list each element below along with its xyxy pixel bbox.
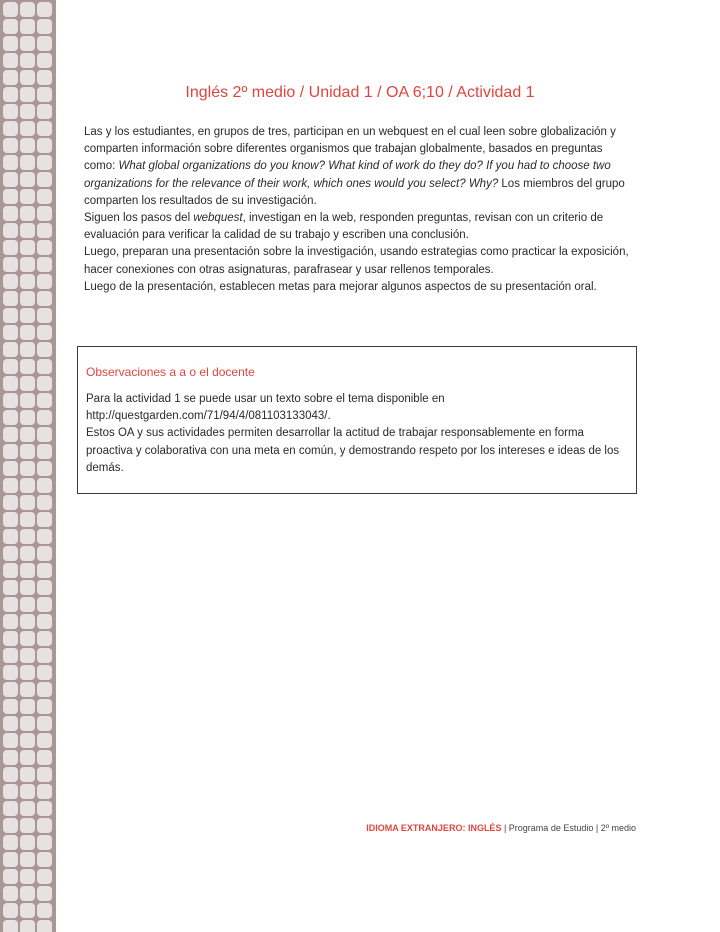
sidebar-tile bbox=[37, 359, 52, 374]
sidebar-tile bbox=[3, 648, 18, 663]
sidebar-tile bbox=[20, 818, 35, 833]
sidebar-tile bbox=[20, 801, 35, 816]
sidebar-tile bbox=[20, 138, 35, 153]
sidebar-tile bbox=[20, 495, 35, 510]
sidebar-tile bbox=[37, 920, 52, 932]
sidebar-tile bbox=[20, 716, 35, 731]
sidebar-tile bbox=[37, 155, 52, 170]
sidebar-tile bbox=[3, 53, 18, 68]
sidebar-tile bbox=[37, 87, 52, 102]
sidebar-tile bbox=[20, 2, 35, 17]
sidebar-tile bbox=[20, 308, 35, 323]
sidebar-tile bbox=[3, 563, 18, 578]
sidebar-tile bbox=[37, 886, 52, 901]
activity-intro-text: Las y los estudiantes, en grupos de tres, participan en un webquest en el cual leen sobre globalización y comparten información sobre diferentes organismos que trabajan globalmente, basados en preguntas como: bbox=[84, 126, 616, 173]
sidebar-tile bbox=[3, 206, 18, 221]
sidebar-tile bbox=[3, 427, 18, 442]
sidebar-tile bbox=[20, 682, 35, 697]
sidebar-tile bbox=[3, 886, 18, 901]
sidebar-tile bbox=[20, 376, 35, 391]
sidebar-tile bbox=[20, 886, 35, 901]
sidebar-tile bbox=[20, 19, 35, 34]
sidebar-tile bbox=[37, 2, 52, 17]
activity-paragraph-3: Luego, preparan una presentación sobre la investigación, usando estrategias como practicar la exposición, hacer conexiones con otras asignaturas, parafrasear y usar rellenos temporales. bbox=[84, 246, 629, 276]
sidebar-tile bbox=[3, 189, 18, 204]
sidebar-tile bbox=[37, 206, 52, 221]
sidebar-tile bbox=[37, 818, 52, 833]
sidebar-tile bbox=[20, 852, 35, 867]
sidebar-tile bbox=[20, 665, 35, 680]
footer-program: Programa de Estudio bbox=[508, 823, 594, 833]
sidebar-tile bbox=[3, 291, 18, 306]
sidebar-tile bbox=[3, 750, 18, 765]
sidebar-tile bbox=[3, 546, 18, 561]
sidebar-tile bbox=[20, 903, 35, 918]
sidebar-tile bbox=[37, 546, 52, 561]
sidebar-tile bbox=[3, 308, 18, 323]
sidebar-tile bbox=[37, 580, 52, 595]
sidebar-tile bbox=[37, 478, 52, 493]
sidebar-tile bbox=[3, 410, 18, 425]
sidebar-tile bbox=[3, 784, 18, 799]
sidebar-tile bbox=[20, 291, 35, 306]
sidebar-tile bbox=[37, 648, 52, 663]
sidebar-tile bbox=[37, 529, 52, 544]
sidebar-tile bbox=[37, 189, 52, 204]
sidebar-tile bbox=[37, 835, 52, 850]
sidebar-tile bbox=[37, 223, 52, 238]
page-footer bbox=[366, 823, 636, 833]
sidebar-tile bbox=[3, 835, 18, 850]
sidebar-tile bbox=[3, 733, 18, 748]
sidebar-tile bbox=[20, 699, 35, 714]
sidebar-tile bbox=[3, 36, 18, 51]
sidebar-tile bbox=[3, 155, 18, 170]
sidebar-tile bbox=[37, 563, 52, 578]
sidebar-tile bbox=[20, 155, 35, 170]
sidebar-tile bbox=[37, 393, 52, 408]
sidebar-tile bbox=[37, 903, 52, 918]
sidebar-tile bbox=[3, 138, 18, 153]
sidebar-tile bbox=[3, 2, 18, 17]
sidebar-tile bbox=[20, 512, 35, 527]
sidebar-tile bbox=[37, 427, 52, 442]
sidebar-tile bbox=[3, 172, 18, 187]
sidebar-tile bbox=[37, 767, 52, 782]
sidebar-tile bbox=[37, 495, 52, 510]
sidebar-tile bbox=[20, 172, 35, 187]
sidebar-tile bbox=[37, 614, 52, 629]
sidebar-tile bbox=[20, 274, 35, 289]
activity-steps-text: Siguen los pasos del bbox=[84, 212, 194, 225]
sidebar-tile bbox=[20, 478, 35, 493]
sidebar-tile bbox=[3, 393, 18, 408]
sidebar-tile bbox=[3, 716, 18, 731]
sidebar-tile bbox=[3, 121, 18, 136]
sidebar-tile bbox=[3, 597, 18, 612]
sidebar-tile bbox=[37, 36, 52, 51]
sidebar-tile bbox=[20, 767, 35, 782]
activity-paragraph-1 bbox=[84, 124, 636, 210]
sidebar-tile bbox=[37, 138, 52, 153]
sidebar-tile bbox=[20, 920, 35, 932]
sidebar-tile bbox=[3, 478, 18, 493]
sidebar-tile bbox=[37, 308, 52, 323]
sidebar-tile bbox=[20, 648, 35, 663]
sidebar-tile bbox=[3, 869, 18, 884]
activity-webquest-term: webquest bbox=[193, 212, 243, 225]
sidebar-tile bbox=[37, 869, 52, 884]
sidebar-tile bbox=[20, 410, 35, 425]
sidebar-tile bbox=[20, 444, 35, 459]
sidebar-tile bbox=[20, 563, 35, 578]
sidebar-tile bbox=[37, 852, 52, 867]
sidebar-tile bbox=[3, 529, 18, 544]
sidebar-tile bbox=[20, 325, 35, 340]
sidebar-tile bbox=[37, 512, 52, 527]
sidebar-tile bbox=[37, 733, 52, 748]
sidebar-tile bbox=[3, 359, 18, 374]
sidebar-tile bbox=[20, 631, 35, 646]
sidebar-tile bbox=[37, 19, 52, 34]
sidebar-tile bbox=[20, 70, 35, 85]
sidebar-tile bbox=[20, 257, 35, 272]
sidebar-tile bbox=[3, 223, 18, 238]
sidebar-tile bbox=[20, 359, 35, 374]
sidebar-tile bbox=[20, 121, 35, 136]
sidebar-tile bbox=[20, 733, 35, 748]
sidebar-tile bbox=[3, 19, 18, 34]
footer-subject: IDIOMA EXTRANJERO: INGLÉS bbox=[366, 823, 502, 833]
sidebar-tile bbox=[3, 903, 18, 918]
sidebar-tile bbox=[3, 70, 18, 85]
footer-grade: 2º medio bbox=[600, 823, 636, 833]
sidebar-tile bbox=[37, 53, 52, 68]
activity-results-text: Los miembros del grupo comparten los resultados de su investigación. bbox=[84, 177, 625, 207]
sidebar-tile bbox=[37, 172, 52, 187]
sidebar-tile-pattern bbox=[3, 2, 52, 932]
page-title: Inglés 2º medio / Unidad 1 / OA 6;10 / Actividad 1 bbox=[185, 84, 535, 101]
sidebar-tile bbox=[37, 325, 52, 340]
sidebar-tile bbox=[20, 393, 35, 408]
sidebar-tile bbox=[37, 342, 52, 357]
sidebar-tile bbox=[3, 104, 18, 119]
sidebar-tile bbox=[3, 682, 18, 697]
sidebar-tile bbox=[3, 444, 18, 459]
sidebar-tile bbox=[37, 716, 52, 731]
sidebar-tile bbox=[3, 240, 18, 255]
sidebar-tile bbox=[37, 631, 52, 646]
sidebar-tile bbox=[20, 206, 35, 221]
sidebar-tile bbox=[20, 614, 35, 629]
observations-paragraph-2: Estos OA y sus actividades permiten desarrollar la actitud de trabajar responsablemente en forma proactiva y colaborativa con una meta en común, y demostrando respeto por los intereses e ideas de los demás. bbox=[86, 427, 620, 474]
sidebar-tile bbox=[3, 512, 18, 527]
sidebar-tile bbox=[37, 461, 52, 476]
sidebar-tile bbox=[20, 189, 35, 204]
sidebar-tile bbox=[20, 869, 35, 884]
sidebar-tile bbox=[20, 104, 35, 119]
sidebar-tile bbox=[37, 410, 52, 425]
sidebar-tile bbox=[20, 427, 35, 442]
sidebar-tile bbox=[37, 376, 52, 391]
sidebar-tile bbox=[37, 699, 52, 714]
sidebar-tile bbox=[3, 631, 18, 646]
sidebar-tile bbox=[20, 223, 35, 238]
sidebar-tile bbox=[37, 291, 52, 306]
sidebar-tile bbox=[20, 750, 35, 765]
sidebar-tile bbox=[37, 121, 52, 136]
sidebar-tile bbox=[20, 53, 35, 68]
sidebar-tile bbox=[20, 240, 35, 255]
sidebar-tile bbox=[37, 665, 52, 680]
sidebar-tile bbox=[3, 665, 18, 680]
observations-box bbox=[77, 346, 637, 494]
activity-paragraph-4: Luego de la presentación, establecen metas para mejorar algunos aspectos de su presentación oral. bbox=[84, 280, 597, 293]
sidebar-tile bbox=[3, 767, 18, 782]
sidebar-tile bbox=[37, 682, 52, 697]
decorative-sidebar bbox=[0, 0, 56, 932]
sidebar-tile bbox=[37, 257, 52, 272]
observations-paragraph-1: Para la actividad 1 se puede usar un texto sobre el tema disponible en http://questgarden.com/71/94/4/081103133043/. bbox=[86, 393, 445, 423]
footer-separator: | bbox=[593, 823, 601, 833]
sidebar-tile bbox=[3, 461, 18, 476]
sidebar-tile bbox=[20, 597, 35, 612]
sidebar-tile bbox=[20, 546, 35, 561]
sidebar-tile bbox=[3, 920, 18, 932]
sidebar-tile bbox=[3, 495, 18, 510]
sidebar-tile bbox=[37, 444, 52, 459]
sidebar-tile bbox=[3, 274, 18, 289]
footer-separator: | bbox=[501, 823, 509, 833]
sidebar-tile bbox=[3, 342, 18, 357]
activity-guiding-questions: What global organizations do you know? What kind of work do they do? If you had to choose two organizations for the relevance of their work, which ones would you select? Why? bbox=[84, 160, 611, 190]
sidebar-tile bbox=[37, 597, 52, 612]
activity-steps-text-continued: , investigan en la web, responden preguntas, revisan con un criterio de evaluación para verificar la calidad de su trabajo y escriben una conclusión. bbox=[84, 212, 604, 242]
sidebar-tile bbox=[3, 257, 18, 272]
observations-text bbox=[86, 391, 630, 477]
sidebar-tile bbox=[37, 750, 52, 765]
sidebar-tile bbox=[37, 274, 52, 289]
sidebar-tile bbox=[20, 461, 35, 476]
sidebar-tile bbox=[3, 376, 18, 391]
sidebar-tile bbox=[20, 580, 35, 595]
sidebar-tile bbox=[20, 36, 35, 51]
sidebar-tile bbox=[3, 580, 18, 595]
sidebar-tile bbox=[3, 87, 18, 102]
sidebar-tile bbox=[3, 801, 18, 816]
sidebar-tile bbox=[20, 342, 35, 357]
sidebar-tile bbox=[37, 240, 52, 255]
sidebar-tile bbox=[20, 784, 35, 799]
sidebar-tile bbox=[3, 818, 18, 833]
sidebar-tile bbox=[3, 325, 18, 340]
sidebar-tile bbox=[20, 87, 35, 102]
sidebar-tile bbox=[20, 835, 35, 850]
sidebar-tile bbox=[20, 529, 35, 544]
sidebar-tile bbox=[3, 614, 18, 629]
activity-description bbox=[84, 124, 636, 296]
sidebar-tile bbox=[37, 70, 52, 85]
activity-paragraph-2 bbox=[84, 210, 636, 244]
observations-title: Observaciones a a o el docente bbox=[86, 365, 255, 379]
sidebar-tile bbox=[3, 699, 18, 714]
sidebar-tile bbox=[37, 784, 52, 799]
sidebar-tile bbox=[37, 104, 52, 119]
sidebar-tile bbox=[3, 852, 18, 867]
sidebar-tile bbox=[37, 801, 52, 816]
